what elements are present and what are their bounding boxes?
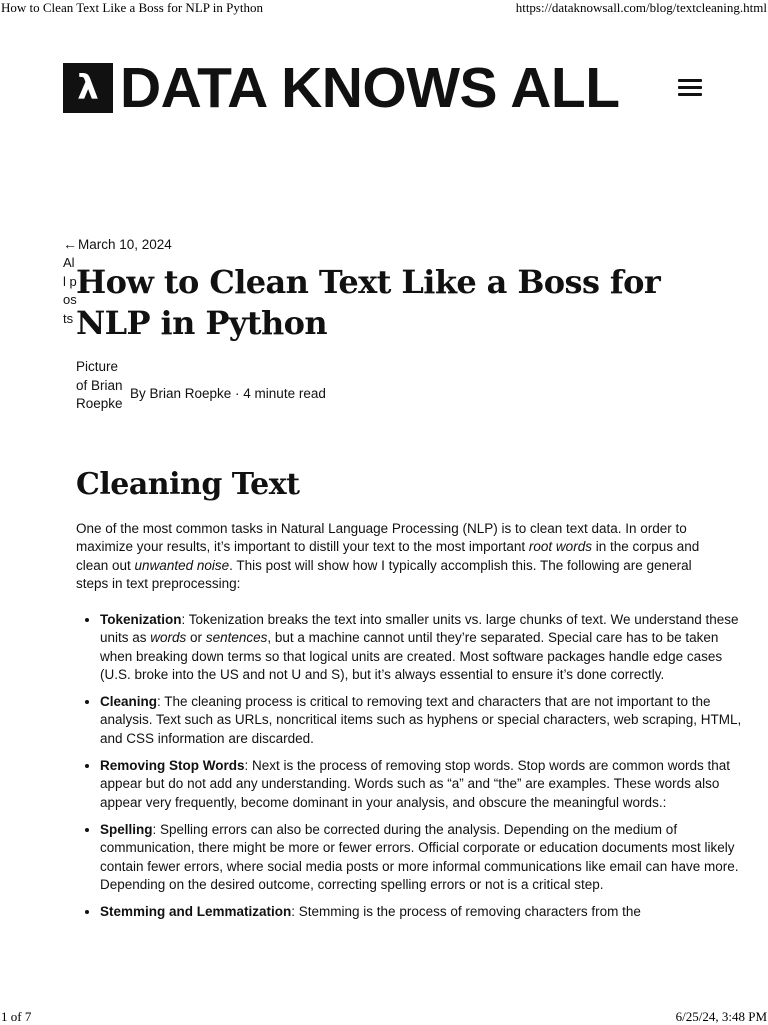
post-date-row [63, 236, 172, 252]
print-header-title: How to Clean Text Like a Boss for NLP in Python [1, 0, 263, 15]
post-byline: By Brian Roepke · 4 minute read [130, 386, 326, 401]
print-datetime: 6/25/24, 3:48 PM [675, 1009, 767, 1024]
author-picture: Picture of Brian Roepke [76, 359, 123, 411]
site-logo-text: DATA KNOWS ALL [120, 56, 620, 120]
step-term: Cleaning [100, 694, 158, 710]
list-item: • Spelling: Spelling errors can also be corrected during the analysis. Depending on the medium of communication, there might be more or fewer errors. Official corporate or education documents most likely contain fewer errors, where social media posts or more informal communications like email can have more. Depending on the desired outcome, correcting spelling errors or not is a critical step. [100, 821, 742, 894]
lambda-logo-icon: λ [63, 63, 113, 113]
preprocessing-steps-list [76, 611, 742, 930]
list-item: • Removing Stop Words: Next is the process of removing stop words. Stop words are common words that appear but do not add any understanding. Words such as “a” and “the” are examples. These words also appear very frequently, become dominant in your analysis, and obscure the meaningful words.: [100, 757, 742, 812]
post-title: How to Clean Text Like a Boss for NLP in Python [76, 263, 661, 342]
site-logo[interactable] [63, 56, 620, 120]
emphasis-root-words: root words [528, 539, 592, 555]
print-footer [0, 1009, 768, 1025]
post-date: March 10, 2024 [78, 236, 172, 252]
list-item: • Stemming and Lemmatization: Stemming is the process of removing characters from the [100, 903, 742, 921]
all-posts-link[interactable]: All posts [63, 255, 77, 326]
step-term: Stemming and Lemmatization [100, 904, 292, 920]
section-heading: Cleaning Text [76, 467, 300, 502]
list-item: • Tokenization: Tokenization breaks the text into smaller units vs. large chunks of text. We understand these units as words or sentences, but a machine cannot until they’re separated. Special care has to be taken when breaking down terms so that logical units are created. Most software packages handle edge cases (U.S. broke into the US and not U and S), but it’s always essential to ensure it’s done correctly. [100, 611, 742, 684]
emphasis-unwanted-noise: unwanted noise [134, 557, 230, 573]
back-arrow-icon[interactable]: ← [63, 236, 77, 252]
print-header [0, 0, 768, 16]
step-term: Tokenization [100, 612, 182, 627]
hamburger-menu-icon[interactable] [678, 79, 702, 97]
intro-paragraph: One of the most common tasks in Natural Language Processing (NLP) is to clean text data. In order to maximize your results, it’s important to distill your text to the most important root words in the corpus and clean out unwanted noise. This post will show how I typically accomplish this. The following are general steps in text preprocessing: [76, 521, 700, 591]
list-item: • Cleaning: The cleaning process is critical to removing text and characters that are not important to the analysis. Text such as URLs, noncritical items such as hyphens or special characters, web scraping, HTML, and CSS information are discarded. [100, 693, 742, 748]
step-term: Spelling [100, 821, 153, 837]
print-page-number: 1 of 7 [1, 1009, 32, 1024]
step-term: Removing Stop Words [100, 758, 245, 774]
print-header-url: https://dataknowsall.com/blog/textcleaning.html [515, 0, 767, 15]
